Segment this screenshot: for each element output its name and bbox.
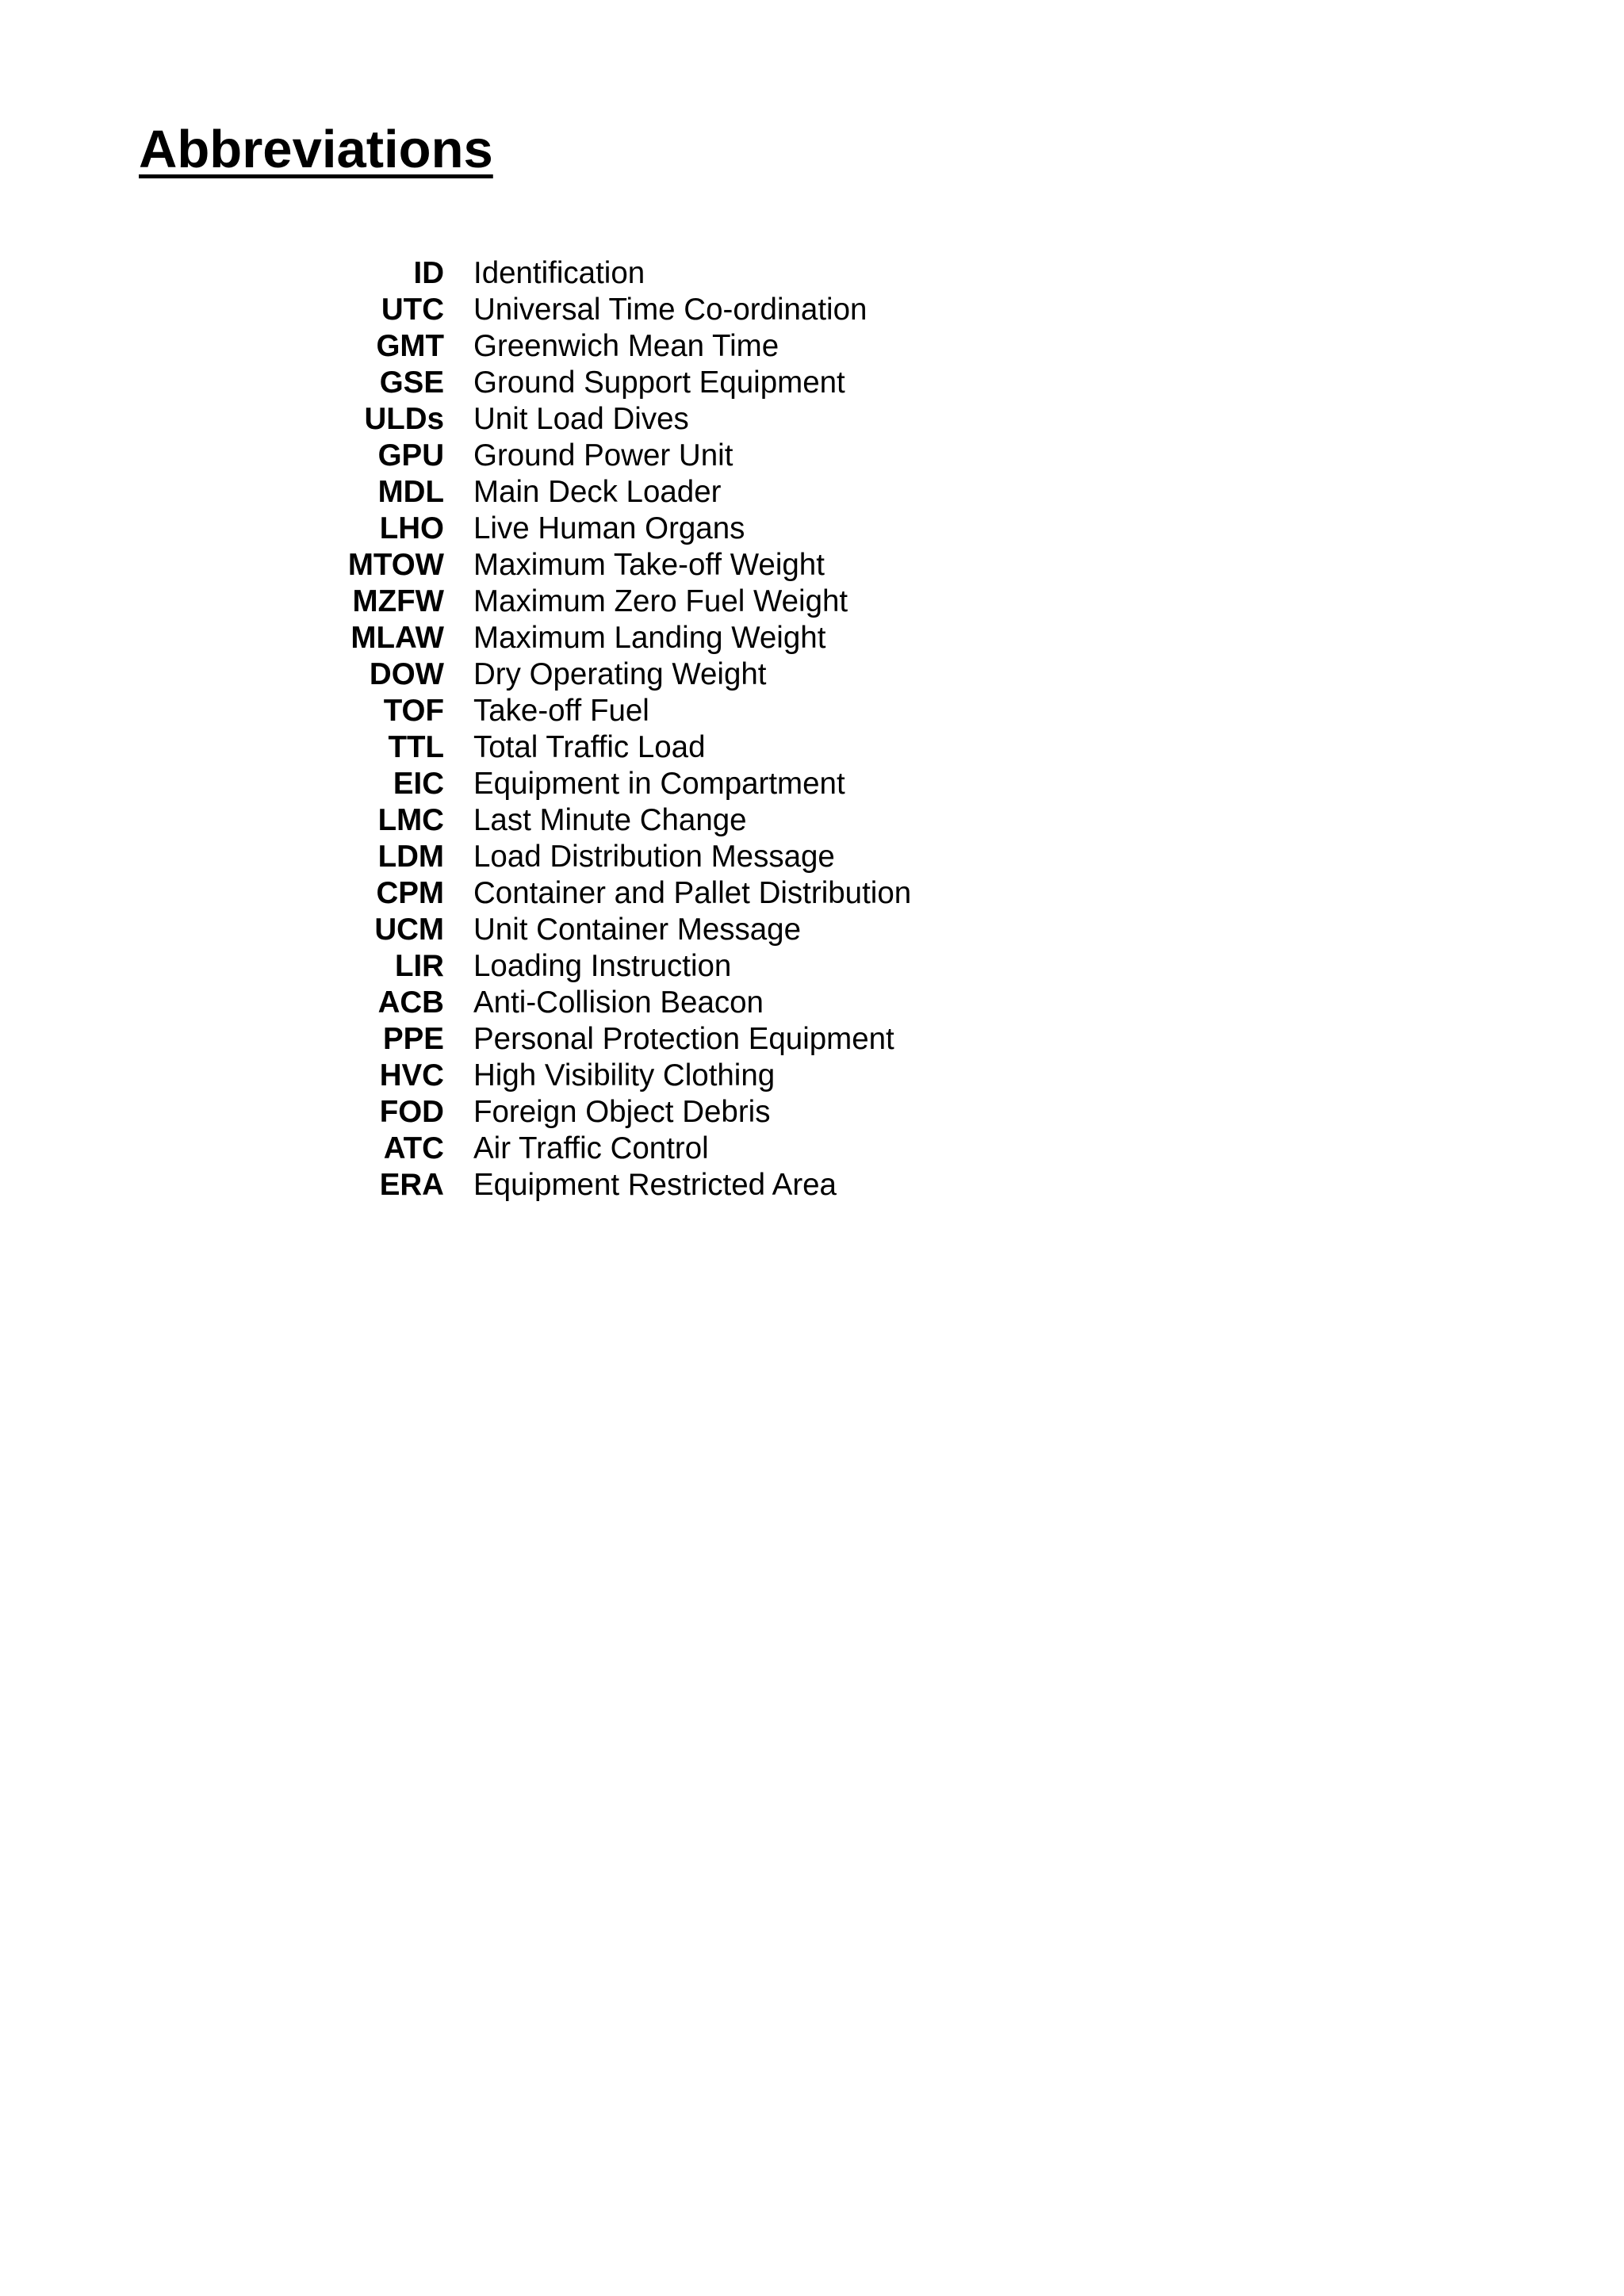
abbreviation-code: DOW	[369, 657, 444, 691]
list-item	[301, 547, 911, 584]
abbreviation-code: LDM	[377, 840, 444, 874]
abbreviation-code: ATC	[383, 1131, 444, 1165]
abbreviation-definition: Load Distribution Message	[473, 840, 835, 874]
abbreviation-definition: Maximum Take-off Weight	[473, 548, 825, 582]
abbreviation-definition: Greenwich Mean Time	[473, 329, 779, 363]
abbreviation-code: UCM	[374, 913, 444, 947]
abbreviation-definition: Unit Container Message	[473, 913, 802, 947]
list-item	[301, 1094, 911, 1131]
list-item	[301, 584, 911, 620]
abbreviation-code: EIC	[393, 767, 444, 801]
abbreviation-code: ULDs	[364, 402, 444, 436]
abbreviation-definition: Live Human Organs	[473, 511, 745, 545]
abbreviation-code: PPE	[382, 1022, 444, 1056]
list-item	[301, 729, 911, 766]
abbreviation-code: GMT	[376, 329, 444, 363]
list-item	[301, 839, 911, 875]
abbreviation-code: GSE	[379, 365, 444, 400]
abbreviation-code: CPM	[376, 876, 444, 910]
abbreviation-code: FOD	[379, 1095, 444, 1129]
abbreviation-code: UTC	[381, 293, 444, 327]
list-item	[301, 912, 911, 948]
list-item	[301, 985, 911, 1021]
page-title: Abbreviations	[139, 120, 493, 179]
list-item	[301, 766, 911, 802]
abbreviation-definition: Air Traffic Control	[473, 1131, 709, 1165]
abbreviation-list	[301, 255, 911, 1203]
list-item	[301, 693, 911, 729]
list-item	[301, 802, 911, 839]
abbreviation-definition: Equipment Restricted Area	[473, 1168, 837, 1202]
abbreviation-code: ACB	[377, 985, 444, 1020]
list-item	[301, 875, 911, 912]
abbreviation-definition: Main Deck Loader	[473, 475, 722, 509]
abbreviation-definition: Ground Support Equipment	[473, 365, 845, 400]
list-item	[301, 1058, 911, 1094]
abbreviation-definition: Dry Operating Weight	[473, 657, 767, 691]
list-item	[301, 328, 911, 365]
abbreviation-code: MLAW	[350, 621, 444, 655]
abbreviation-definition: Total Traffic Load	[473, 730, 706, 764]
abbreviation-definition: Anti-Collision Beacon	[473, 985, 764, 1020]
list-item	[301, 1021, 911, 1058]
list-item	[301, 948, 911, 985]
list-item	[301, 511, 911, 547]
abbreviation-definition: High Visibility Clothing	[473, 1058, 776, 1093]
abbreviation-definition: Loading Instruction	[473, 949, 732, 983]
abbreviation-code: TTL	[388, 730, 444, 764]
list-item	[301, 474, 911, 511]
abbreviation-definition: Maximum Landing Weight	[473, 621, 826, 655]
list-item	[301, 1167, 911, 1203]
abbreviation-code: HVC	[379, 1058, 444, 1093]
abbreviation-code: LHO	[379, 511, 444, 545]
list-item	[301, 255, 911, 292]
abbreviation-code: LMC	[377, 803, 444, 837]
abbreviation-definition: Personal Protection Equipment	[473, 1022, 894, 1056]
abbreviation-definition: Maximum Zero Fuel Weight	[473, 584, 848, 618]
abbreviation-code: TOF	[383, 694, 444, 728]
abbreviation-definition: Ground Power Unit	[473, 438, 733, 473]
abbreviation-code: ERA	[379, 1168, 444, 1202]
abbreviation-code: ID	[413, 256, 444, 290]
abbreviation-definition: Foreign Object Debris	[473, 1095, 771, 1129]
abbreviation-code: MDL	[377, 475, 444, 509]
list-item	[301, 656, 911, 693]
abbreviation-definition: Container and Pallet Distribution	[473, 876, 912, 910]
list-item	[301, 438, 911, 474]
abbreviation-definition: Universal Time Co-ordination	[473, 293, 868, 327]
list-item	[301, 620, 911, 656]
abbreviation-definition: Last Minute Change	[473, 803, 747, 837]
abbreviation-definition: Equipment in Compartment	[473, 767, 845, 801]
abbreviation-code: MZFW	[352, 584, 444, 618]
abbreviation-definition: Take-off Fuel	[473, 694, 649, 728]
abbreviation-definition: Identification	[473, 256, 645, 290]
list-item	[301, 1131, 911, 1167]
abbreviation-code: GPU	[377, 438, 444, 473]
abbreviation-definition: Unit Load Dives	[473, 402, 689, 436]
abbreviation-code: MTOW	[347, 548, 444, 582]
abbreviation-code: LIR	[394, 949, 444, 983]
list-item	[301, 292, 911, 328]
list-item	[301, 365, 911, 401]
list-item	[301, 401, 911, 438]
